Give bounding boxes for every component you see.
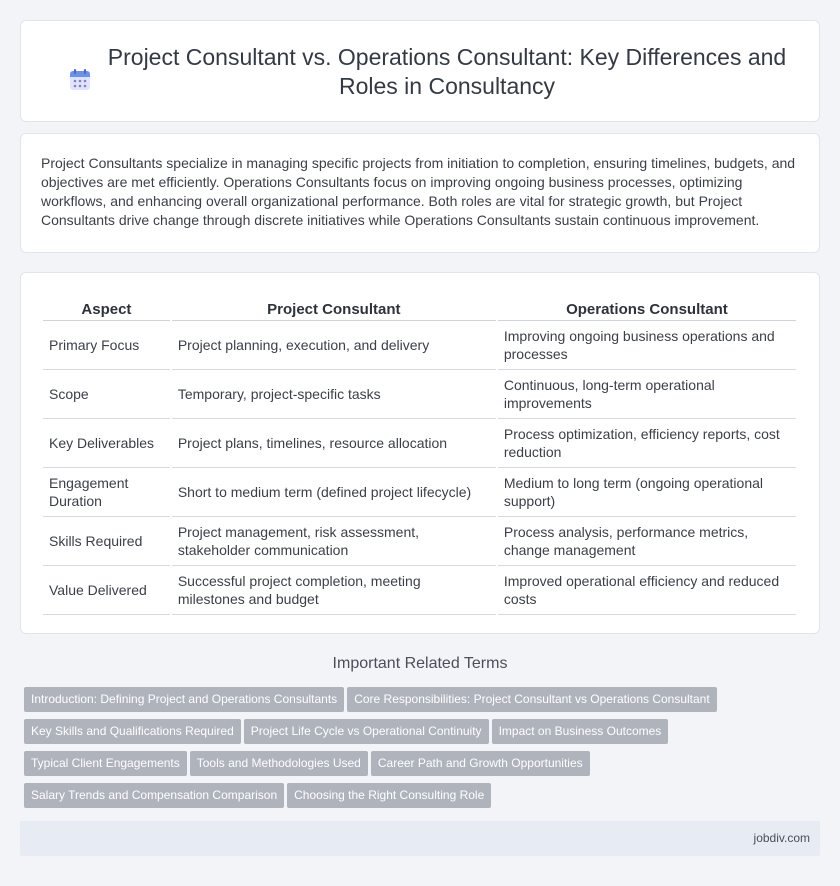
title-card [20, 20, 820, 122]
table-cell: Temporary, project-specific tasks [172, 370, 496, 419]
intro-paragraph: Project Consultants specialize in managing specific projects from initiation to completion, ensuring timelines, budgets, and objectives are met efficiently. Operations Consultants focus on improving ongoing business processes, optimizing workflows, and enhancing overall organizational performance. Both roles are vital for strategic growth, but Project Consultants drive change through discrete initiatives while Operations Consultants sustain continuous improvement. [41, 155, 796, 228]
table-cell: Short to medium term (defined project lifecycle) [172, 468, 496, 517]
table-row [43, 419, 796, 468]
table-cell: Improved operational efficiency and reduced costs [498, 566, 796, 615]
tag-link[interactable]: Project Life Cycle vs Operational Continuity [244, 719, 489, 744]
tag-link[interactable]: Typical Client Engagements [24, 751, 187, 776]
table-cell: Improving ongoing business operations and processes [498, 321, 796, 370]
table-row [43, 468, 796, 517]
header-project-consultant: Project Consultant [172, 293, 496, 321]
table-cell: Scope [43, 370, 170, 419]
tag-link[interactable]: Tools and Methodologies Used [190, 751, 368, 776]
table-cell: Medium to long term (ongoing operational support) [498, 468, 796, 517]
table-cell: Skills Required [43, 517, 170, 566]
table-cell: Key Deliverables [43, 419, 170, 468]
calendar-icon [68, 68, 92, 92]
tag-link[interactable]: Introduction: Defining Project and Operations Consultants [24, 687, 344, 712]
footer [20, 821, 820, 856]
tag-link[interactable]: Salary Trends and Compensation Comparison [24, 783, 284, 808]
table-cell: Primary Focus [43, 321, 170, 370]
table-cell: Process optimization, efficiency reports, cost reduction [498, 419, 796, 468]
tag-link[interactable]: Core Responsibilities: Project Consultant vs Operations Consultant [347, 687, 717, 712]
page-title: Project Consultant vs. Operations Consultant: Key Differences and Roles in Consultancy [107, 44, 787, 99]
table-row [43, 566, 796, 615]
comparison-table [41, 293, 798, 615]
table-header-row [43, 293, 796, 321]
table-cell: Continuous, long-term operational improvements [498, 370, 796, 419]
header-aspect: Aspect [43, 293, 170, 321]
table-row [43, 517, 796, 566]
tag-link[interactable]: Career Path and Growth Opportunities [371, 751, 590, 776]
tag-link[interactable]: Key Skills and Qualifications Required [24, 719, 241, 744]
footer-site-link[interactable]: jobdiv.com [753, 831, 810, 845]
table-cell: Process analysis, performance metrics, change management [498, 517, 796, 566]
table-cell: Value Delivered [43, 566, 170, 615]
table-row [43, 370, 796, 419]
tag-link[interactable]: Choosing the Right Consulting Role [287, 783, 491, 808]
table-cell: Successful project completion, meeting milestones and budget [172, 566, 496, 615]
table-cell: Project management, risk assessment, stakeholder communication [172, 517, 496, 566]
comparison-card [20, 272, 820, 634]
table-row [43, 321, 796, 370]
table-cell: Project planning, execution, and delivery [172, 321, 496, 370]
table-cell: Engagement Duration [43, 468, 170, 517]
header-operations-consultant: Operations Consultant [498, 293, 796, 321]
table-cell: Project plans, timelines, resource allocation [172, 419, 496, 468]
related-terms-tags [24, 687, 814, 815]
tag-link[interactable]: Impact on Business Outcomes [492, 719, 669, 744]
intro-card [20, 133, 820, 253]
related-terms-title: Important Related Terms [332, 655, 508, 672]
